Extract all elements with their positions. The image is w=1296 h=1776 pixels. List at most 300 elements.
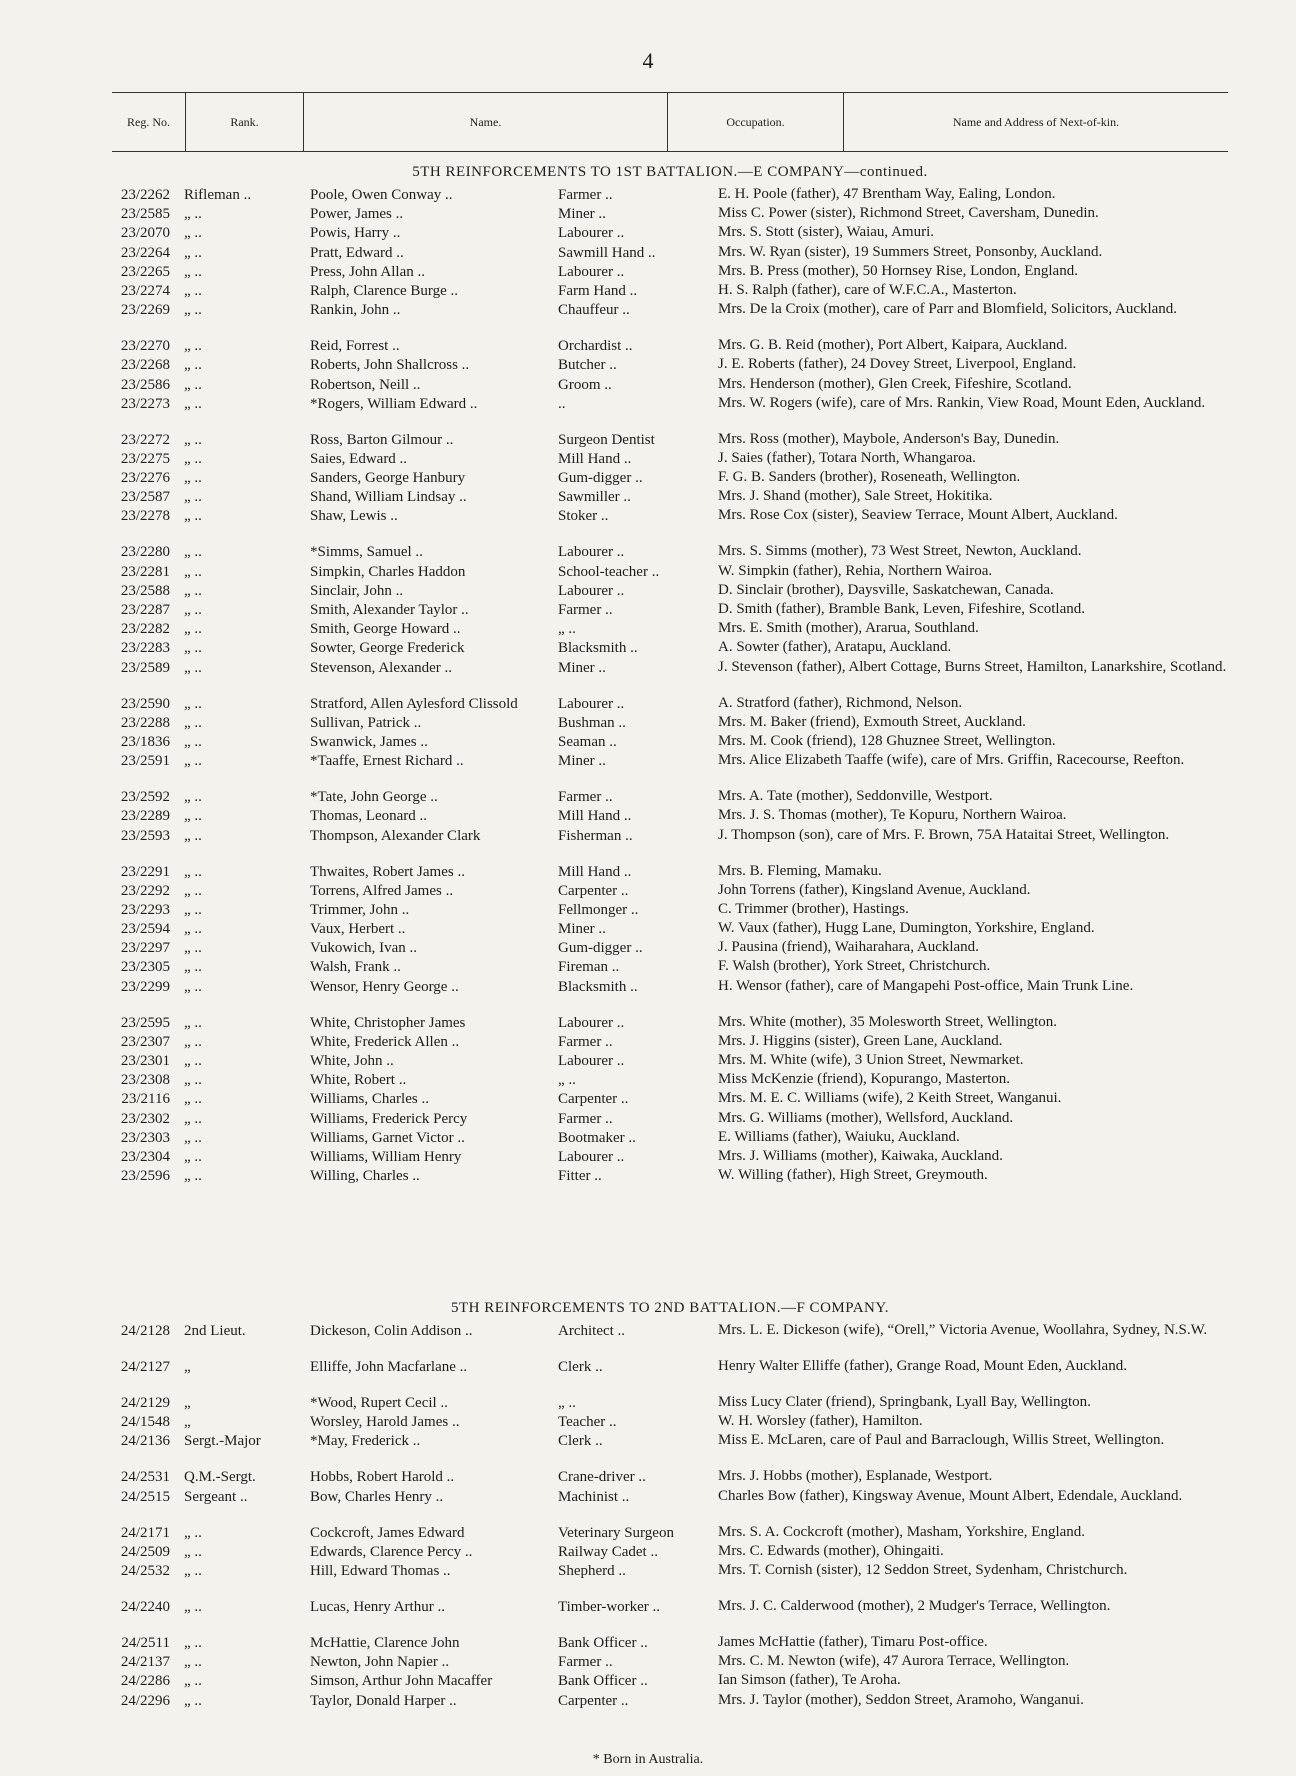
cell-next-of-kin: Mrs. G. Williams (mother), Wellsford, Auckland.: [718, 1109, 1014, 1126]
cell-rank: „: [184, 1414, 191, 1431]
cell-next-of-kin: Mrs. J. Higgins (sister), Green Lane, Auckland.: [718, 1032, 1003, 1049]
cell-occupation: Crane-driver ..: [558, 1469, 646, 1486]
cell-name: Simpkin, Charles Haddon: [310, 563, 466, 580]
cell-occupation: Teacher ..: [558, 1414, 617, 1431]
cell-reg-no: 24/2532: [120, 1562, 170, 1579]
cell-reg-no: 24/2137: [120, 1654, 170, 1671]
section-rows: [112, 186, 1228, 1186]
cell-name: White, Robert ..: [310, 1072, 407, 1089]
cell-rank: „ ..: [184, 695, 202, 712]
cell-occupation: Labourer ..: [558, 225, 625, 242]
cell-occupation: Farmer ..: [558, 789, 613, 806]
table-row: [112, 224, 1228, 243]
cell-name: Ralph, Clarence Burge ..: [310, 282, 459, 299]
cell-rank: „ ..: [184, 1053, 202, 1069]
cell-rank: „ ..: [184, 733, 202, 750]
cell-reg-no: 23/2588: [120, 582, 170, 599]
cell-next-of-kin: W. Vaux (father), Hugg Lane, Dumington, Yorkshire, England.: [718, 920, 1095, 937]
cell-name: Bow, Charles Henry ..: [310, 1488, 444, 1505]
section-1st-battalion: [112, 164, 1228, 1186]
cell-name: Stratford, Allen Aylesford Clissold: [310, 695, 518, 712]
table-row: [112, 1033, 1228, 1052]
cell-rank: „ ..: [184, 714, 202, 731]
cell-rank: „ ..: [184, 863, 202, 880]
table-row: [112, 1052, 1228, 1071]
cell-occupation: Stoker ..: [558, 508, 609, 525]
cell-reg-no: 23/2299: [120, 978, 170, 995]
cell-rank: „ ..: [184, 659, 202, 676]
cell-next-of-kin: Miss C. Power (sister), Richmond Street, Caversham, Dunedin.: [718, 205, 1099, 222]
table-row: [112, 1014, 1228, 1033]
cell-name: Edwards, Clarence Percy ..: [310, 1543, 473, 1560]
cell-reg-no: 23/2273: [120, 395, 170, 412]
cell-occupation: Farmer ..: [558, 1033, 613, 1050]
cell-occupation: Bushman ..: [558, 714, 626, 731]
cell-next-of-kin: E. H. Poole (father), 47 Brentham Way, Ealing, London.: [718, 186, 1056, 202]
cell-next-of-kin: J. Saies (father), Totara North, Whangaroa.: [718, 449, 976, 466]
cell-occupation: Labourer ..: [558, 1014, 625, 1031]
cell-occupation: Farmer ..: [558, 1110, 613, 1127]
table-row: [112, 733, 1228, 752]
cell-occupation: Shepherd ..: [558, 1562, 626, 1579]
cell-next-of-kin: Mrs. S. Stott (sister), Waiau, Amuri.: [718, 224, 935, 241]
table-row: [112, 1598, 1228, 1634]
cell-next-of-kin: Mrs. J. Williams (mother), Kaiwaka, Auckland.: [718, 1147, 1003, 1164]
table-row: [112, 356, 1228, 375]
cell-rank: „ ..: [184, 940, 202, 957]
table-row: [112, 282, 1228, 301]
cell-name: Vaux, Herbert ..: [310, 921, 406, 938]
cell-next-of-kin: E. Williams (father), Waiuku, Auckland.: [718, 1128, 960, 1145]
cell-name: Robertson, Neill ..: [310, 376, 421, 393]
cell-rank: Q.M.-Sergt.: [184, 1469, 256, 1486]
cell-name: Vukowich, Ivan ..: [310, 940, 417, 957]
cell-name: Saies, Edward ..: [310, 450, 408, 467]
cell-reg-no: 23/2590: [120, 695, 170, 712]
cell-occupation: Blacksmith ..: [558, 978, 638, 995]
table-row: [112, 752, 1228, 788]
cell-occupation: Railway Cadet ..: [558, 1543, 658, 1560]
cell-rank: „ ..: [184, 225, 202, 242]
cell-next-of-kin: Mrs. B. Press (mother), 50 Hornsey Rise, London, England.: [718, 262, 1078, 279]
cell-reg-no: 24/2240: [120, 1598, 170, 1615]
cell-reg-no: 23/2305: [120, 959, 170, 976]
cell-reg-no: 23/2262: [120, 187, 170, 203]
table-row: [112, 1110, 1228, 1129]
cell-name: Simson, Arthur John Macaffer: [310, 1673, 493, 1690]
cell-next-of-kin: Mrs. T. Cornish (sister), 12 Seddon Street, Sydenham, Christchurch.: [718, 1561, 1128, 1578]
cell-rank: „ ..: [184, 450, 202, 467]
table-row: [112, 263, 1228, 282]
cell-occupation: „ ..: [558, 1395, 576, 1411]
cell-rank: „ ..: [184, 1033, 202, 1050]
cell-occupation: Gum-digger ..: [558, 470, 643, 487]
table-row: [112, 582, 1228, 601]
cell-next-of-kin: Mrs. W. Ryan (sister), 19 Summers Street, Ponsonby, Auckland.: [718, 243, 1103, 260]
cell-reg-no: 23/2301: [120, 1053, 170, 1069]
cell-next-of-kin: Miss E. McLaren, care of Paul and Barraclough, Willis Street, Wellington.: [718, 1432, 1165, 1449]
cell-reg-no: 23/2287: [120, 602, 170, 618]
cell-name: Wensor, Henry George ..: [310, 978, 459, 995]
cell-rank: „ ..: [184, 978, 202, 995]
cell-next-of-kin: Mrs. J. Hobbs (mother), Esplanade, Westport.: [718, 1468, 993, 1485]
cell-reg-no: 23/1836: [120, 733, 170, 750]
cell-reg-no: 23/2293: [120, 901, 170, 918]
cell-occupation: Miner ..: [558, 753, 606, 770]
cell-next-of-kin: C. Trimmer (brother), Hastings.: [718, 900, 909, 917]
cell-occupation: Labourer ..: [558, 582, 625, 599]
cell-name: Shaw, Lewis ..: [310, 508, 398, 525]
cell-reg-no: 24/1548: [120, 1414, 170, 1431]
cell-reg-no: 23/2268: [120, 357, 170, 374]
cell-occupation: Bootmaker ..: [558, 1129, 636, 1146]
cell-name: Smith, George Howard ..: [310, 621, 461, 638]
table-row: [112, 376, 1228, 395]
table-row: [112, 186, 1228, 205]
cell-occupation: School-teacher ..: [558, 563, 660, 580]
table-row: [112, 1562, 1228, 1598]
cell-next-of-kin: John Torrens (father), Kingsland Avenue, Auckland.: [718, 881, 1031, 898]
cell-next-of-kin: Mrs. S. Simms (mother), 73 West Street, Newton, Auckland.: [718, 543, 1082, 560]
table-row: [112, 939, 1228, 958]
cell-rank: „ ..: [184, 1598, 202, 1615]
cell-next-of-kin: Mrs. E. Smith (mother), Ararua, Southland.: [718, 620, 979, 637]
cell-occupation: Fellmonger ..: [558, 901, 639, 918]
cell-name: Roberts, John Shallcross ..: [310, 357, 470, 374]
cell-name: Thomas, Leonard ..: [310, 808, 428, 825]
section-title: 5TH REINFORCEMENTS TO 2ND BATTALION.—F COMPANY.: [450, 1300, 890, 1316]
table-row: [112, 827, 1228, 863]
cell-rank: „ ..: [184, 470, 202, 487]
table-row: [112, 639, 1228, 658]
cell-name: White, Christopher James: [310, 1014, 466, 1031]
cell-occupation: Clerk ..: [558, 1433, 603, 1450]
cell-next-of-kin: Mrs. J. Shand (mother), Sale Street, Hokitika.: [718, 488, 993, 505]
cell-reg-no: 23/2303: [120, 1129, 170, 1146]
cell-name: Reid, Forrest ..: [310, 338, 400, 355]
cell-name: Smith, Alexander Taylor ..: [310, 602, 469, 618]
cell-rank: „ ..: [184, 602, 202, 618]
cell-next-of-kin: W. H. Worsley (father), Hamilton.: [718, 1413, 923, 1430]
cell-next-of-kin: Mrs. J. S. Thomas (mother), Te Kopuru, Northern Wairoa.: [718, 807, 1067, 824]
cell-name: McHattie, Clarence John: [310, 1634, 460, 1651]
cell-reg-no: 24/2296: [120, 1692, 170, 1709]
cell-occupation: Bank Officer ..: [558, 1673, 648, 1690]
cell-next-of-kin: Mrs. Alice Elizabeth Taaffe (wife), care of Mrs. Griffin, Racecourse, Reefton.: [718, 752, 1185, 769]
cell-next-of-kin: J. Thompson (son), care of Mrs. F. Brown, 75A Hataitai Street, Wellington.: [718, 826, 1170, 843]
cell-reg-no: 23/2265: [120, 263, 170, 280]
cell-rank: „ ..: [184, 544, 202, 561]
cell-name: Williams, Frederick Percy: [310, 1110, 468, 1127]
table-row: [112, 958, 1228, 977]
table-row: [112, 1071, 1228, 1090]
cell-name: Shand, William Lindsay ..: [310, 489, 467, 506]
cell-occupation: Blacksmith ..: [558, 640, 638, 657]
cell-rank: „ ..: [184, 753, 202, 770]
cell-rank: „: [184, 1359, 191, 1375]
table-row: [112, 978, 1228, 1014]
cell-occupation: Mill Hand ..: [558, 450, 632, 467]
cell-rank: „ ..: [184, 508, 202, 525]
cell-name: Walsh, Frank ..: [310, 959, 401, 976]
table-row: [112, 543, 1228, 562]
cell-rank: „ ..: [184, 1072, 202, 1089]
cell-rank: „ ..: [184, 489, 202, 506]
cell-rank: „ ..: [184, 1168, 202, 1185]
table-row: [112, 788, 1228, 807]
cell-next-of-kin: Charles Bow (father), Kingsway Avenue, Mount Albert, Edendale, Auckland.: [718, 1487, 1183, 1504]
cell-rank: „ ..: [184, 1673, 202, 1690]
cell-reg-no: 23/2272: [120, 431, 170, 448]
cell-occupation: Labourer ..: [558, 1053, 625, 1069]
cell-name: Williams, Charles ..: [310, 1091, 429, 1108]
cell-next-of-kin: J. Pausina (friend), Waiharahara, Auckland.: [718, 939, 979, 956]
cell-next-of-kin: A. Sowter (father), Aratapu, Auckland.: [718, 639, 952, 656]
table-row: [112, 695, 1228, 714]
cell-occupation: Groom ..: [558, 376, 612, 393]
cell-name: Dickeson, Colin Addison ..: [310, 1323, 473, 1339]
table-row: [112, 1413, 1228, 1432]
cell-rank: „ ..: [184, 1634, 202, 1651]
cell-name: Press, John Allan ..: [310, 263, 426, 280]
cell-next-of-kin: Mrs. M. Cook (friend), 128 Ghuznee Street, Wellington.: [718, 732, 1056, 749]
cell-name: Sullivan, Patrick ..: [310, 714, 422, 731]
cell-rank: „ ..: [184, 431, 202, 448]
cell-rank: „ ..: [184, 901, 202, 918]
table-row: [112, 659, 1228, 695]
cell-next-of-kin: Ian Simson (father), Te Aroha.: [718, 1672, 901, 1689]
cell-name: Ross, Barton Gilmour ..: [310, 431, 454, 448]
cell-reg-no: 23/2276: [120, 470, 170, 487]
table-row: [112, 1090, 1228, 1109]
cell-reg-no: 23/2281: [120, 563, 170, 580]
cell-occupation: Machinist ..: [558, 1488, 630, 1505]
cell-next-of-kin: Mrs. C. Edwards (mother), Ohingaiti.: [718, 1542, 944, 1559]
section-title: 5TH REINFORCEMENTS TO 1ST BATTALION.—E COMPANY—continued.: [412, 164, 928, 180]
table-row: [112, 244, 1228, 263]
cell-occupation: Farmer ..: [558, 187, 613, 203]
table-row: [112, 807, 1228, 826]
cell-reg-no: 23/2587: [120, 489, 170, 506]
cell-next-of-kin: Mrs. W. Rogers (wife), care of Mrs. Rankin, View Road, Mount Eden, Auckland.: [718, 394, 1206, 411]
table-header: [112, 92, 1228, 152]
cell-reg-no: 24/2531: [120, 1469, 170, 1486]
cell-rank: „ ..: [184, 357, 202, 374]
cell-next-of-kin: F. G. B. Sanders (brother), Roseneath, Wellington.: [718, 469, 1021, 486]
cell-occupation: Sawmill Hand ..: [558, 244, 656, 261]
cell-next-of-kin: D. Smith (father), Bramble Bank, Leven, Fifeshire, Scotland.: [718, 601, 1085, 617]
cell-rank: „ ..: [184, 921, 202, 938]
cell-occupation: Clerk ..: [558, 1359, 603, 1375]
cell-occupation: Surgeon Dentist: [558, 431, 655, 448]
cell-next-of-kin: H. S. Ralph (father), care of W.F.C.A., Masterton.: [718, 281, 1017, 298]
cell-name: Willing, Charles ..: [310, 1168, 420, 1185]
cell-name: Sowter, George Frederick: [310, 640, 465, 657]
cell-reg-no: 23/2289: [120, 808, 170, 825]
cell-next-of-kin: Mrs. Henderson (mother), Glen Creek, Fifeshire, Scotland.: [718, 375, 1072, 392]
cell-name: *Tate, John George ..: [310, 789, 438, 806]
cell-next-of-kin: Mrs. B. Fleming, Mamaku.: [718, 862, 882, 879]
table-row: [112, 1543, 1228, 1562]
cell-occupation: Farmer ..: [558, 602, 613, 618]
cell-occupation: Mill Hand ..: [558, 863, 632, 880]
cell-rank: „ ..: [184, 1014, 202, 1031]
cell-name: Sanders, George Hanbury: [310, 470, 466, 487]
cell-occupation: Veterinary Surgeon: [558, 1524, 674, 1541]
cell-reg-no: 24/2129: [120, 1395, 170, 1411]
cell-next-of-kin: H. Wensor (father), care of Mangapehi Post-office, Main Trunk Line.: [718, 977, 1134, 994]
cell-next-of-kin: Mrs. Ross (mother), Maybole, Anderson's Bay, Dunedin.: [718, 430, 1060, 447]
table-row: [112, 507, 1228, 543]
cell-occupation: Labourer ..: [558, 695, 625, 712]
cell-next-of-kin: Mrs. Rose Cox (sister), Seaview Terrace, Mount Albert, Auckland.: [718, 507, 1118, 524]
cell-name: Trimmer, John ..: [310, 901, 410, 918]
cell-reg-no: 23/2297: [120, 940, 170, 957]
cell-next-of-kin: Miss Lucy Clater (friend), Springbank, Lyall Bay, Wellington.: [718, 1394, 1091, 1410]
cell-rank: „ ..: [184, 621, 202, 638]
table-row: [112, 469, 1228, 488]
cell-occupation: Farm Hand ..: [558, 282, 638, 299]
cell-occupation: Fireman ..: [558, 959, 620, 976]
cell-name: Sinclair, John ..: [310, 582, 404, 599]
header-rank: Rank.: [186, 93, 304, 151]
cell-occupation: Gum-digger ..: [558, 940, 643, 957]
cell-rank: „ ..: [184, 808, 202, 825]
cell-next-of-kin: Mrs. White (mother), 35 Molesworth Street, Wellington.: [718, 1013, 1058, 1030]
cell-rank: „: [184, 1395, 191, 1411]
cell-name: Williams, Garnet Victor ..: [310, 1129, 465, 1146]
cell-reg-no: 23/2586: [120, 376, 170, 393]
table-row: [112, 337, 1228, 356]
cell-rank: „ ..: [184, 376, 202, 393]
cell-name: Worsley, Harold James ..: [310, 1414, 460, 1431]
cell-occupation: Farmer ..: [558, 1654, 613, 1671]
cell-reg-no: 23/2280: [120, 544, 170, 561]
table-row: [112, 1672, 1228, 1691]
cell-reg-no: 24/2171: [120, 1524, 170, 1541]
cell-rank: 2nd Lieut.: [184, 1323, 246, 1339]
table-row: [112, 901, 1228, 920]
table-row: [112, 488, 1228, 507]
cell-next-of-kin: James McHattie (father), Timaru Post-office.: [718, 1633, 988, 1650]
cell-name: Elliffe, John Macfarlane ..: [310, 1359, 468, 1375]
cell-occupation: „ ..: [558, 1072, 576, 1089]
cell-reg-no: 24/2509: [120, 1543, 170, 1560]
cell-reg-no: 23/2594: [120, 921, 170, 938]
cell-rank: „ ..: [184, 1148, 202, 1165]
cell-rank: „ ..: [184, 827, 202, 844]
cell-reg-no: 23/2282: [120, 621, 170, 638]
cell-occupation: Sawmiller ..: [558, 489, 631, 506]
cell-rank: „ ..: [184, 1692, 202, 1709]
cell-name: *Rogers, William Edward ..: [310, 395, 478, 412]
cell-next-of-kin: Miss McKenzie (friend), Kopurango, Masterton.: [718, 1071, 1011, 1088]
cell-next-of-kin: Mrs. A. Tate (mother), Seddonville, Westport.: [718, 788, 993, 805]
cell-name: Taylor, Donald Harper ..: [310, 1692, 457, 1709]
cell-reg-no: 23/2278: [120, 508, 170, 525]
cell-next-of-kin: Henry Walter Elliffe (father), Grange Road, Mount Eden, Auckland.: [718, 1358, 1127, 1374]
cell-next-of-kin: Mrs. G. B. Reid (mother), Port Albert, Kaipara, Auckland.: [718, 337, 1068, 354]
cell-name: Stevenson, Alexander ..: [310, 659, 453, 676]
cell-reg-no: 23/2307: [120, 1033, 170, 1050]
cell-rank: „ ..: [184, 395, 202, 412]
cell-name: Cockcroft, James Edward: [310, 1524, 465, 1541]
cell-occupation: Labourer ..: [558, 263, 625, 280]
table-row: [112, 1394, 1228, 1413]
table-row: [112, 1322, 1228, 1358]
cell-next-of-kin: Mrs. J. Taylor (mother), Seddon Street, Aramoho, Wanganui.: [718, 1691, 1084, 1708]
table-row: [112, 882, 1228, 901]
table-row: [112, 620, 1228, 639]
cell-name: Swanwick, James ..: [310, 733, 428, 750]
table-row: [112, 601, 1228, 620]
cell-occupation: Miner ..: [558, 921, 606, 938]
table-row: [112, 1432, 1228, 1468]
table-row: [112, 1634, 1228, 1653]
cell-next-of-kin: F. Walsh (brother), York Street, Christchurch.: [718, 958, 991, 975]
cell-name: Powis, Harry ..: [310, 225, 401, 242]
cell-reg-no: 23/2302: [120, 1110, 170, 1127]
cell-reg-no: 24/2127: [120, 1359, 170, 1375]
table-row: [112, 301, 1228, 337]
cell-next-of-kin: W. Willing (father), High Street, Greymouth.: [718, 1167, 988, 1184]
cell-occupation: Fitter ..: [558, 1168, 602, 1185]
cell-name: Newton, John Napier ..: [310, 1654, 450, 1671]
section-2nd-battalion: [112, 1300, 1228, 1711]
cell-rank: „ ..: [184, 282, 202, 299]
cell-occupation: Fisherman ..: [558, 827, 633, 844]
cell-next-of-kin: Mrs. C. M. Newton (wife), 47 Aurora Terrace, Wellington.: [718, 1653, 1070, 1670]
cell-rank: „ ..: [184, 338, 202, 355]
table-row: [112, 1468, 1228, 1487]
cell-occupation: Carpenter ..: [558, 1091, 629, 1108]
cell-rank: Sergeant ..: [184, 1488, 248, 1505]
cell-name: White, John ..: [310, 1053, 394, 1069]
cell-rank: „ ..: [184, 640, 202, 657]
cell-rank: „ ..: [184, 1543, 202, 1560]
cell-occupation: Orchardist ..: [558, 338, 633, 355]
cell-rank: „ ..: [184, 1524, 202, 1541]
table-row: [112, 1148, 1228, 1167]
cell-reg-no: 23/2116: [121, 1091, 170, 1108]
cell-rank: „ ..: [184, 1562, 202, 1579]
cell-next-of-kin: J. Stevenson (father), Albert Cottage, Burns Street, Hamilton, Lanarkshire, Scotland.: [718, 658, 1227, 675]
cell-next-of-kin: Mrs. L. E. Dickeson (wife), “Orell,” Victoria Avenue, Woollahra, Sydney, N.S.W.: [718, 1322, 1208, 1338]
cell-rank: „ ..: [184, 206, 202, 223]
cell-rank: „ ..: [184, 882, 202, 899]
cell-occupation: Miner ..: [558, 659, 606, 676]
table-row: [112, 1129, 1228, 1148]
cell-rank: „ ..: [184, 244, 202, 261]
cell-reg-no: 23/2596: [120, 1168, 170, 1185]
cell-occupation: Carpenter ..: [558, 1692, 629, 1709]
cell-name: *May, Frederick ..: [310, 1433, 421, 1450]
cell-rank: „ ..: [184, 302, 202, 319]
cell-next-of-kin: D. Sinclair (brother), Daysville, Saskatchewan, Canada.: [718, 581, 1054, 598]
table-row: [112, 714, 1228, 733]
cell-occupation: Labourer ..: [558, 544, 625, 561]
cell-reg-no: 23/2275: [120, 450, 170, 467]
cell-occupation: Butcher ..: [558, 357, 617, 374]
cell-reg-no: 23/2593: [120, 827, 170, 844]
cell-rank: „ ..: [184, 1091, 202, 1108]
cell-reg-no: 24/2286: [120, 1673, 170, 1690]
cell-occupation: Miner ..: [558, 206, 606, 223]
table-row: [112, 205, 1228, 224]
cell-reg-no: 23/2585: [120, 206, 170, 223]
table-row: [112, 1692, 1228, 1711]
cell-reg-no: 23/2591: [120, 753, 170, 770]
